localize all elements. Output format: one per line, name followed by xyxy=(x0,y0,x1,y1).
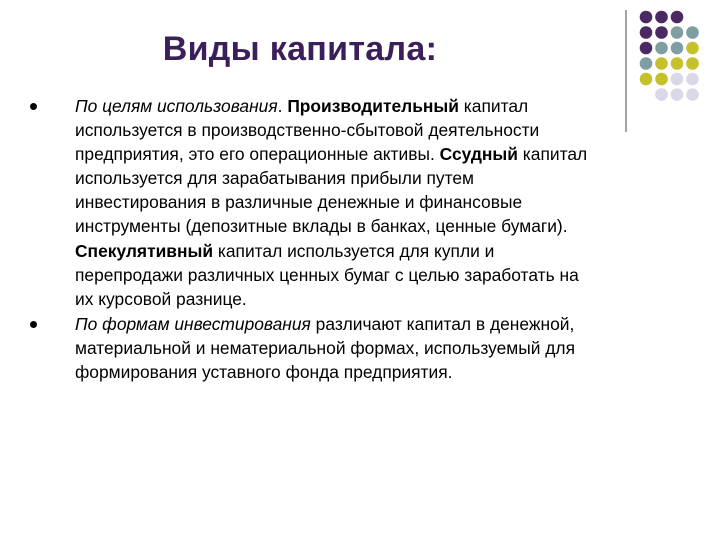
decorative-dot xyxy=(671,11,684,24)
decorative-dot xyxy=(655,73,668,86)
bullet-text: различают капитал в денежной, материальной и нематериальной формах, используемый для формирования уставного фонда предприятия. xyxy=(75,313,575,383)
decorative-dot xyxy=(686,42,699,55)
bullet-text: капитал используется в производственно-сбытовой деятельности предприятия, это его операционные активы. xyxy=(75,96,540,165)
decorative-dot xyxy=(640,42,653,55)
decorative-dot xyxy=(640,26,653,39)
bullet-term: Производительный xyxy=(287,96,459,116)
decorative-dot xyxy=(671,26,684,39)
decorative-dot xyxy=(640,11,653,24)
bullet-dot-icon xyxy=(30,103,37,110)
bullet-term: Ссудный xyxy=(439,144,518,165)
bullet-heading: По целям использования xyxy=(75,96,278,116)
bullet-heading: По формам инвестирования xyxy=(75,313,311,334)
decorative-dot xyxy=(686,57,699,70)
decorative-dot xyxy=(655,88,668,101)
slide-body xyxy=(30,94,600,385)
decorative-dot xyxy=(671,42,684,55)
slide-title: Виды капитала: xyxy=(162,30,438,68)
bullet-dot-icon xyxy=(30,321,37,328)
decorative-dot xyxy=(655,57,668,70)
bullet-item-forms xyxy=(30,312,600,384)
bullet-item-purposes xyxy=(30,94,600,311)
decorative-dot xyxy=(671,88,684,101)
decorative-dot xyxy=(671,73,684,86)
decorative-dot xyxy=(671,57,684,70)
decorative-dot xyxy=(640,57,653,70)
decorative-dot xyxy=(686,73,699,86)
decorative-dot xyxy=(655,26,668,39)
decorative-dot xyxy=(686,26,699,39)
bullet-term: Спекулятивный xyxy=(75,240,214,261)
decorative-dot xyxy=(640,73,653,86)
bullet-text: капитал используется для купли и перепродажи различных ценных бумаг с целью заработать на их курсовой разнице. xyxy=(75,240,579,309)
decorative-dot xyxy=(686,88,699,101)
decorative-dot xyxy=(655,42,668,55)
bullet-text: . xyxy=(277,96,288,116)
bullet-text: капитал используется для зарабатывания прибыли путем инвестирования в различные денежные и финансовые инструменты (депозитные вклады в банках, ценные бумаги). xyxy=(75,144,588,237)
decorative-dot xyxy=(655,11,668,24)
